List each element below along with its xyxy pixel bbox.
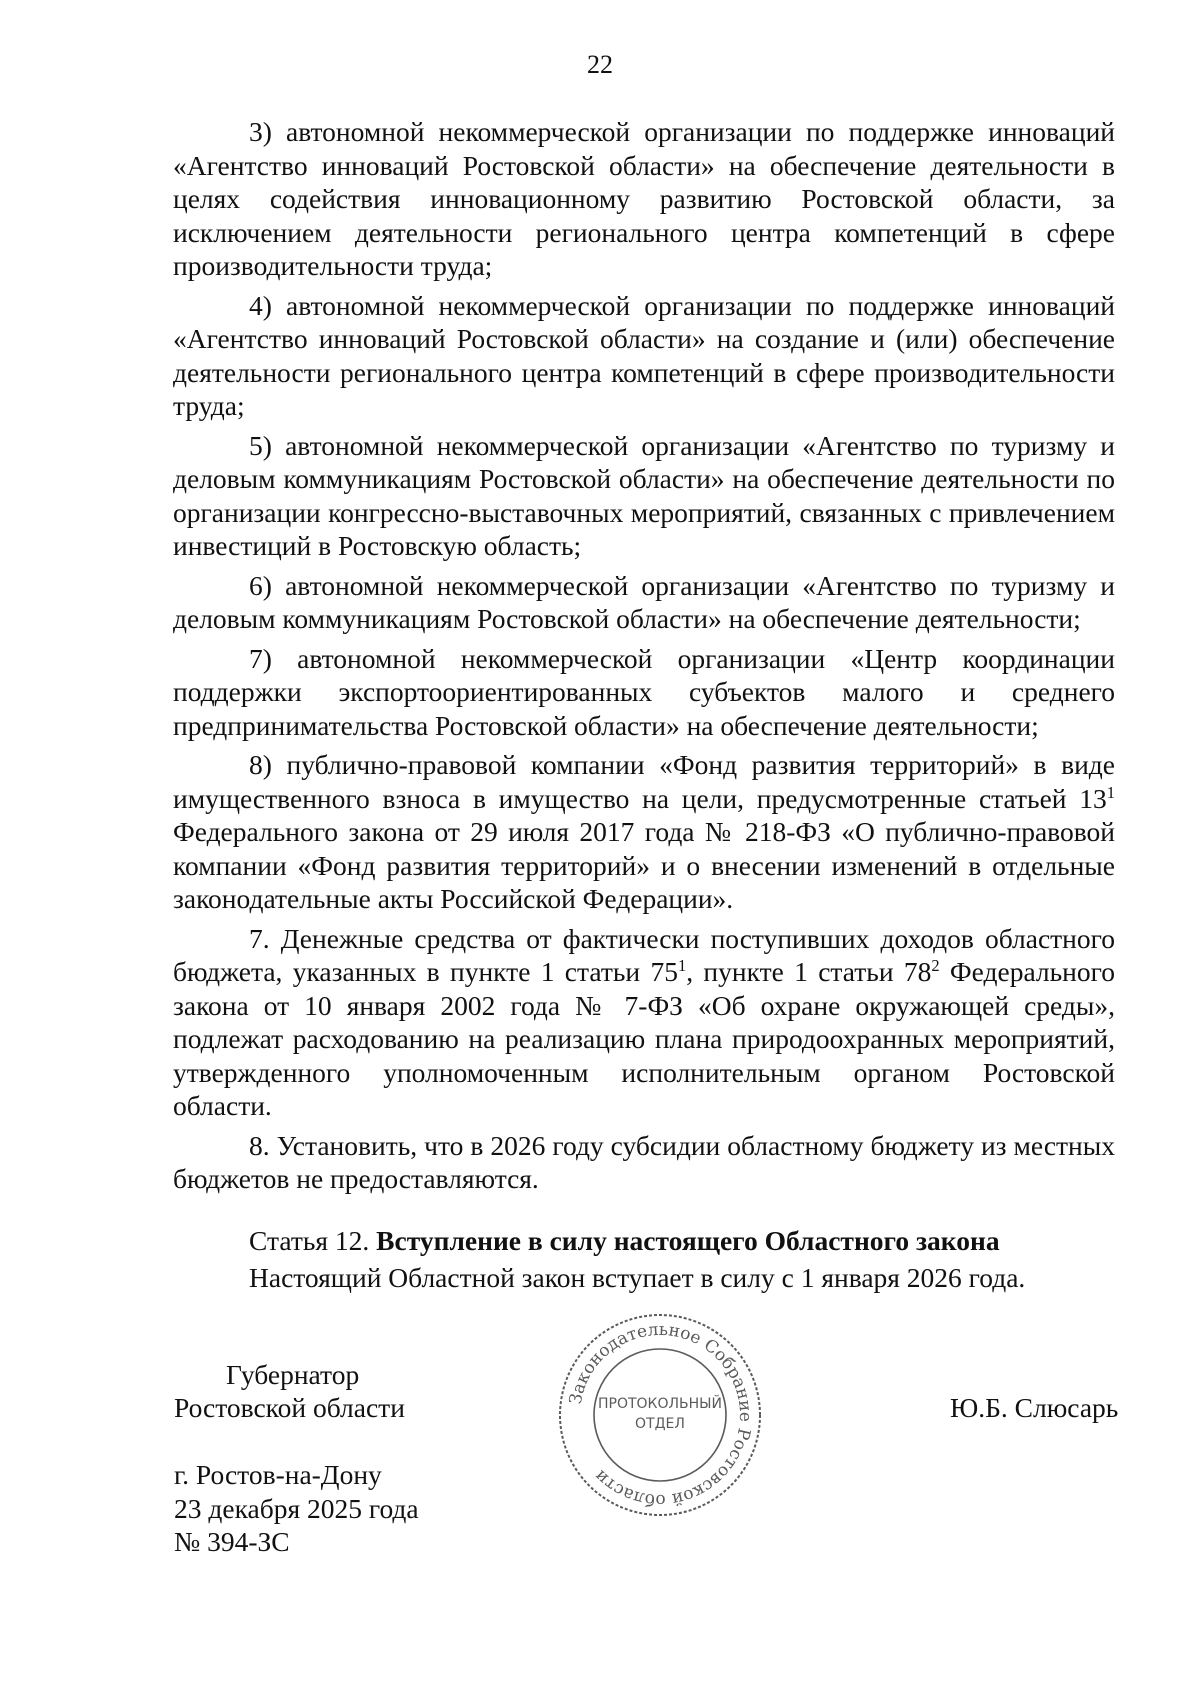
clause-8: 8. Установить, что в 2026 году субсидии областному бюджету из местных бюджетов не предоставляются. bbox=[173, 1129, 1115, 1194]
page-number: 22 bbox=[587, 50, 613, 79]
stamp-center-line2: ОТДЕЛ bbox=[635, 1416, 685, 1432]
article-text: Настоящий Областной закон вступает в силу с 1 января 2026 года. bbox=[249, 1262, 1026, 1293]
signatory-position-line1: Губернатор bbox=[226, 1359, 360, 1390]
superscript: 2 bbox=[931, 956, 940, 976]
paragraph-item-3: 3) автономной некоммерческой организации по поддержке инноваций «Агентство инноваций Ростовской области» на обеспечение деятельности в целях содействия инновационному развитию Ростовской области, за исключением деятельности регионального центра компетенций в сфере производительности труда; bbox=[173, 116, 1115, 281]
issue-details bbox=[174, 1458, 419, 1559]
stamp-inner-ring bbox=[594, 1349, 726, 1481]
clause-7 bbox=[173, 922, 1115, 1123]
issue-number: № 394-ЗС bbox=[174, 1526, 290, 1557]
clause-7-part1: 7. Денежные средства от фактически поступивших доходов областного бюджета, указанных в пункте 1 статьи 75 bbox=[173, 922, 1115, 987]
stamp-outer-ring bbox=[560, 1315, 760, 1515]
paragraph-item-5: 5) автономной некоммерческой организации «Агентство по туризму и деловым коммуникациям Ростовской области» на обеспечение деятельности по организации конгрессно-выставочных мероприятий, связанных с привлечением инвестиций в Ростовскую область; bbox=[173, 429, 1115, 561]
paragraph-item-8-part2: Федерального закона от 29 июля 2017 года № 218-ФЗ «О публично-правовой компании «Фонд развития территорий» и о внесении изменений в отдельные законодательные акты Российской Федерации». bbox=[173, 816, 1115, 914]
article-title: Вступление в силу настоящего Областного закона bbox=[376, 1225, 1000, 1256]
clause-7-part2: , пункте 1 статьи 78 bbox=[686, 956, 932, 987]
issue-city: г. Ростов-на-Дону bbox=[174, 1459, 382, 1490]
article-label: Статья 12. bbox=[249, 1225, 370, 1256]
paragraph-item-7: 7) автономной некоммерческой организации «Центр координации поддержки экспортоориентированных субъектов малого и среднего предпринимательства Ростовской области» на обеспечение деятельности; bbox=[173, 642, 1115, 741]
paragraph-item-4: 4) автономной некоммерческой организации по поддержке инноваций «Агентство инноваций Ростовской области» на создание и (или) обеспечение деятельности регионального центра компетенций в сфере производительности труда; bbox=[173, 289, 1115, 421]
article-heading bbox=[249, 1225, 1000, 1257]
document-body bbox=[173, 115, 1115, 1196]
signatory-position-line2: Ростовской области bbox=[174, 1392, 405, 1423]
issue-date: 23 декабря 2025 года bbox=[174, 1492, 419, 1524]
superscript: 1 bbox=[677, 956, 687, 976]
paragraph-item-6: 6) автономной некоммерческой организации «Агентство по туризму и деловым коммуникациям Ростовской области» на обеспечение деятельности; bbox=[173, 569, 1115, 634]
stamp-center-line1: ПРОТОКОЛЬНЫЙ bbox=[597, 1396, 723, 1412]
paragraph-item-8-part1: 8) публично-правовой компании «Фонд развития территорий» в виде имущественного взноса в имущество на цели, предусмотренные статьей 13 bbox=[173, 749, 1115, 814]
clause-7-part3: Федерального закона от 10 января 2002 года № 7-ФЗ «Об охране окружающей среды», подлежат расходованию на реализацию плана природоохранных мероприятий, утвержденного уполномоченным исполнительным органом Ростовской области. bbox=[173, 956, 1115, 1121]
signatory-name: Ю.Б. Слюсарь bbox=[950, 1392, 1119, 1423]
paragraph-item-8 bbox=[173, 748, 1115, 916]
superscript: 1 bbox=[1106, 782, 1115, 802]
stamp-ring-text: Законодательное Собрание Ростовской области bbox=[565, 1319, 756, 1511]
official-stamp bbox=[555, 1310, 765, 1520]
